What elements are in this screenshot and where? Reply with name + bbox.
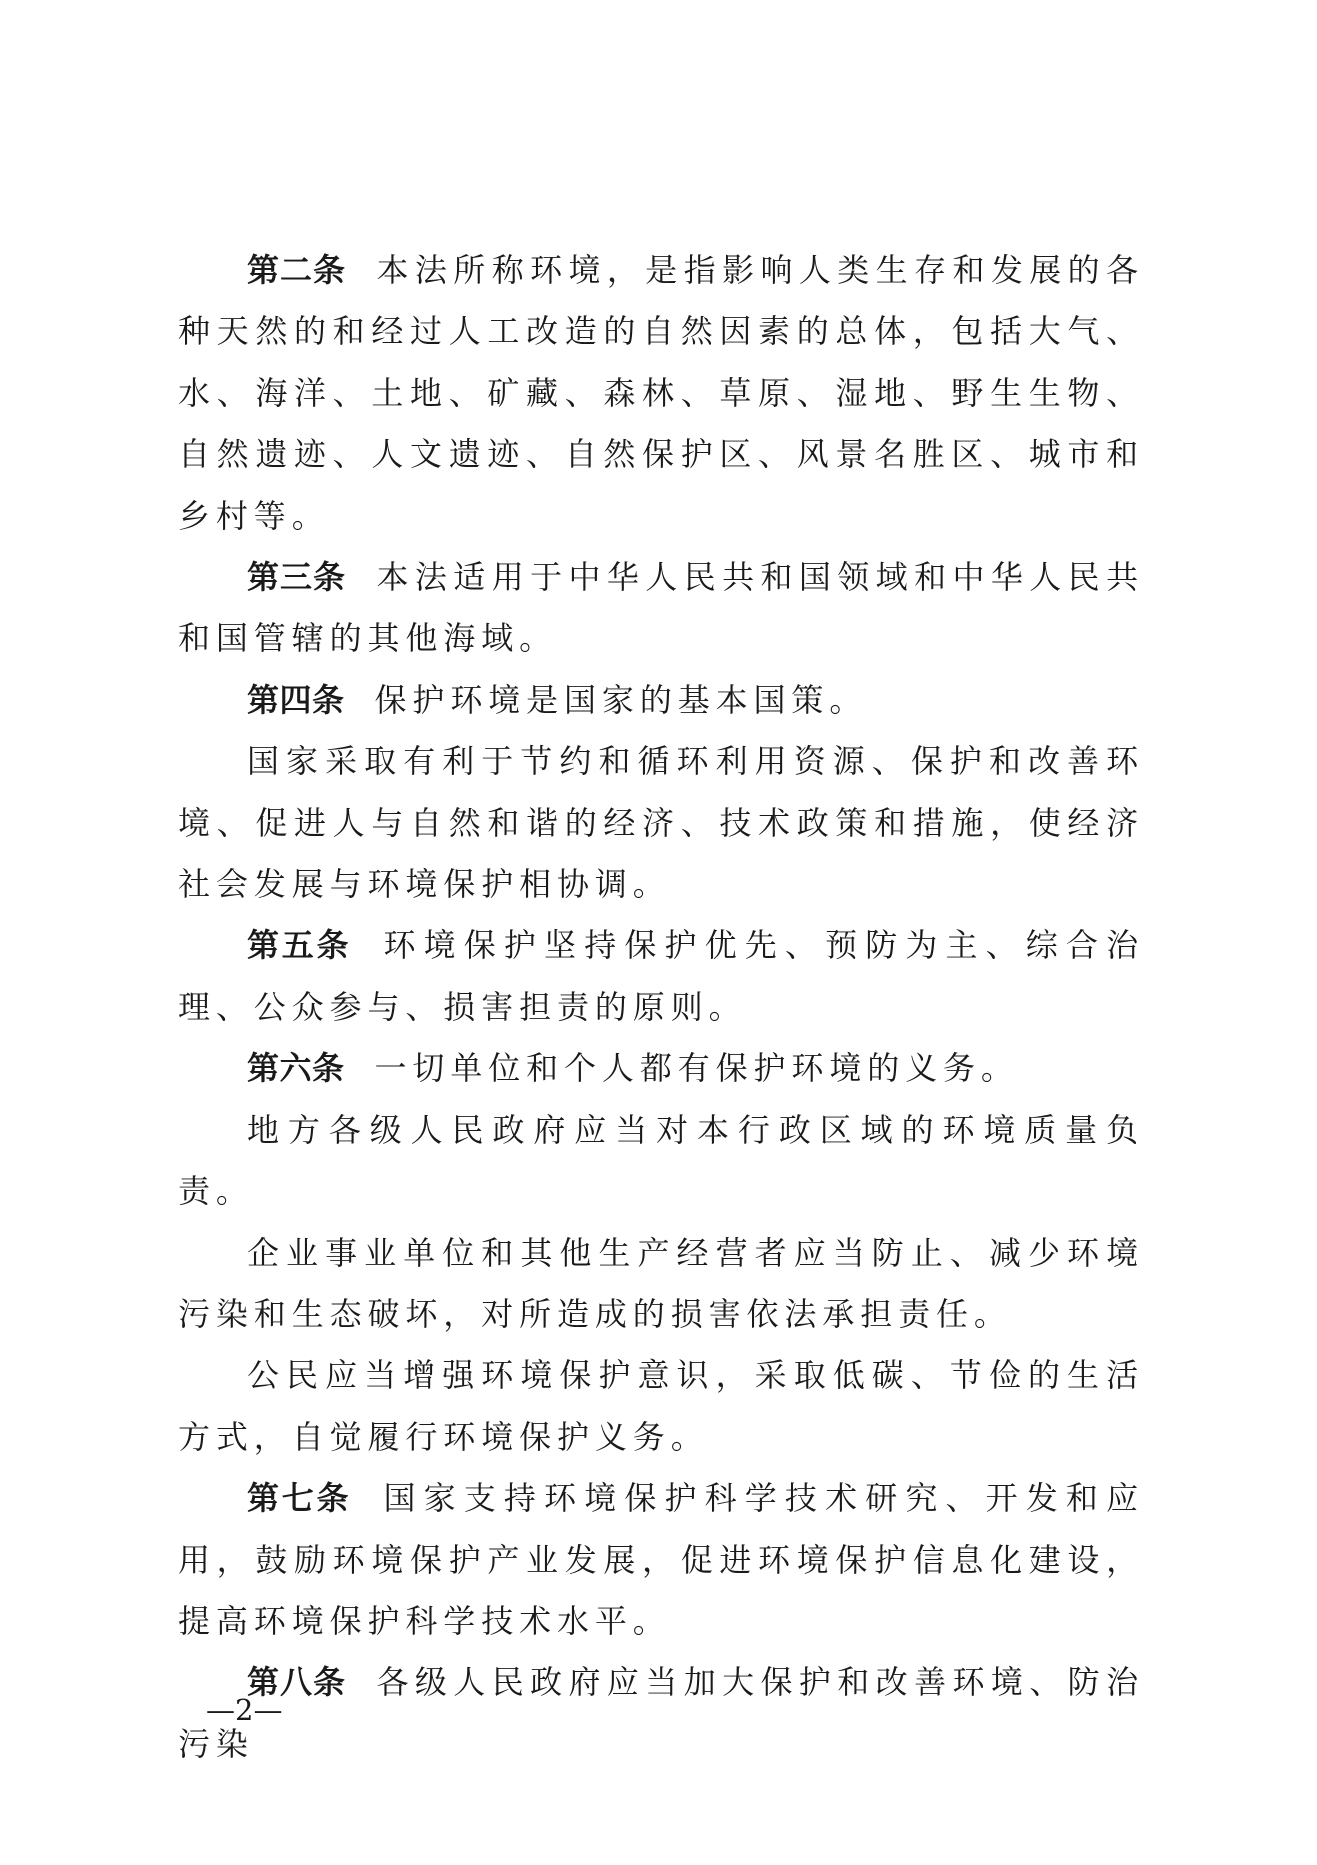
- paragraph: [178, 915, 1144, 1038]
- paragraph: [178, 1223, 1144, 1346]
- article-number: 第二条: [247, 251, 346, 289]
- article-number: 第三条: [247, 558, 346, 597]
- paragraph: [178, 1468, 1144, 1652]
- paragraph-text: 各级人民政府应当加大保护和改善环境、防治污染: [178, 1663, 1144, 1763]
- article-number: 第六条: [247, 1049, 345, 1088]
- paragraph-text: 本法所称环境，是指影响人类生存和发展的各种天然的和经过人工改造的自然因素的总体，包括大气、水、海洋、土地、矿藏、森林、草原、湿地、野生生物、自然遗迹、人文遗迹、自然保护区、风景名胜区、城市和乡村等。: [178, 251, 1144, 535]
- paragraph-text: 公民应当增强环境保护意识，采取低碳、节俭的生活方式，自觉履行环境保护义务。: [178, 1356, 1144, 1456]
- paragraph-text: 环境保护坚持保护优先、预防为主、综合治理、公众参与、损害担责的原则。: [178, 926, 1144, 1026]
- article-number: 第八条: [247, 1663, 346, 1702]
- document-body: [178, 240, 1144, 1775]
- article-number: 第五条: [247, 926, 352, 965]
- paragraph-text: 一切单位和个人都有保护环境的义务。: [374, 1049, 1019, 1088]
- page-number: —2—: [206, 1693, 283, 1727]
- article-number: 第七条: [247, 1479, 352, 1518]
- paragraph: [178, 1038, 1144, 1099]
- paragraph-text: 企业事业单位和其他生产经营者应当防止、减少环境污染和生态破坏，对所造成的损害依法承担责任。: [178, 1233, 1144, 1333]
- paragraph-text: 保护环境是国家的基本国策。: [374, 680, 868, 719]
- paragraph-text: 本法适用于中华人民共和国领域和中华人民共和国管辖的其他海域。: [178, 558, 1144, 658]
- paragraph: [178, 547, 1144, 670]
- paragraph-text: 国家采取有利于节约和循环利用资源、保护和改善环境、促进人与自然和谐的经济、技术政策和措施，使经济社会发展与环境保护相协调。: [178, 742, 1144, 904]
- article-number: 第四条: [247, 680, 345, 719]
- paragraph: [178, 670, 1144, 731]
- paragraph: [178, 1345, 1144, 1468]
- paragraph: [178, 1652, 1144, 1775]
- paragraph-text: 地方各级人民政府应当对本行政区域的环境质量负责。: [178, 1110, 1144, 1211]
- paragraph: [178, 240, 1144, 547]
- paragraph: [178, 731, 1144, 915]
- paragraph: [178, 1100, 1144, 1223]
- paragraph-text: 国家支持环境保护科学技术研究、开发和应用，鼓励环境保护产业发展，促进环境保护信息化建设，提高环境保护科学技术水平。: [178, 1479, 1144, 1640]
